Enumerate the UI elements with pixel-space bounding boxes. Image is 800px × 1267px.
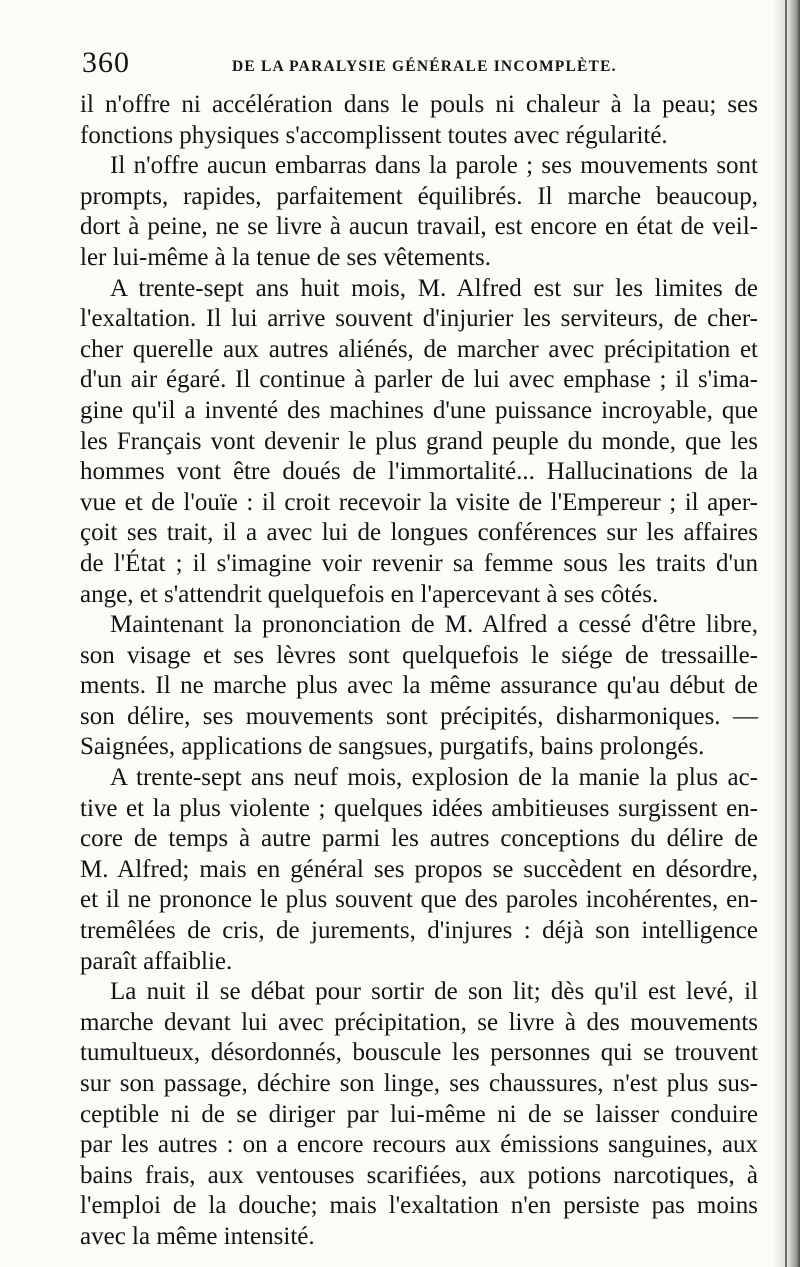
text-line: cher querelle aux autres aliénés, de marcher avec précipitation et <box>80 335 758 363</box>
text-line: core de temps à autre parmi les autres conceptions du délire de <box>80 825 758 853</box>
running-head: DE LA PARALYSIE GÉNÉRALE INCOMPLÈTE. <box>232 58 617 75</box>
text-line: tumultueux, désordonnés, bouscule les personnes qui se trouvent <box>80 1039 758 1067</box>
text-line: les Français vont devenir le plus grand peuple du monde, que les <box>80 427 758 455</box>
text-line: vue et de l'ouïe : il croit recevoir la visite de l'Empereur ; il aper- <box>80 488 758 516</box>
text-line: ange, et s'attendrit quelquefois en l'apercevant à ses côtés. <box>80 580 659 608</box>
text-line: par les autres : on a encore recours aux émissions sanguines, aux <box>80 1131 758 1159</box>
text-line: bains frais, aux ventouses scarifiées, aux potions narcotiques, à <box>80 1161 758 1189</box>
text-line: marche devant lui avec précipitation, se livre à des mouvements <box>80 1008 758 1036</box>
text-line: son délire, ses mouvements sont précipités, disharmoniques. — <box>80 702 758 730</box>
text-line: de l'État ; il s'imagine voir revenir sa femme sous les traits d'un <box>80 549 758 577</box>
page-number: 360 <box>82 46 130 79</box>
text-line: hommes vont être doués de l'immortalité... Hallucinations de la <box>80 458 758 486</box>
text-line: et il ne prononce le plus souvent que des paroles incohérentes, en- <box>80 886 758 914</box>
paragraph-start: Maintenant la prononciation de M. Alfred a cessé d'être libre, <box>110 611 758 639</box>
text-line: ments. Il ne marche plus avec la même assurance qu'au début de <box>80 672 758 700</box>
text-line: il n'offre ni accélération dans le pouls ni chaleur à la peau; ses <box>80 91 758 118</box>
text-line: d'un air égaré. Il continue à parler de lui avec emphase ; il s'ima- <box>80 366 758 394</box>
page-header <box>82 46 762 86</box>
text-line: avec la même intensité. <box>80 1222 315 1250</box>
text-line: M. Alfred; mais en général ses propos se succèdent en désordre, <box>80 855 758 883</box>
paragraph-start: A trente-sept ans neuf mois, explosion de la manie la plus ac- <box>110 764 758 792</box>
page-edge-shadow <box>774 0 800 1267</box>
text-line: çoit ses trait, il a avec lui de longues conférences sur les affaires <box>80 519 758 547</box>
text-line: sur son passage, déchire son linge, ses chaussures, n'est plus sus- <box>80 1070 758 1097</box>
text-line: prompts, rapides, parfaitement équilibrés. Il marche beaucoup, <box>80 182 758 210</box>
text-line: ler lui-même à la tenue de ses vêtements. <box>80 243 491 271</box>
text-line: ceptible ni de se diriger par lui-même ni de se laisser conduire <box>80 1100 758 1128</box>
text-line: dort à peine, ne se livre à aucun travail, est encore en état de veil- <box>80 213 758 241</box>
paragraph-start: A trente-sept ans huit mois, M. Alfred est sur les limites de <box>110 274 758 302</box>
text-line: l'emploi de la douche; mais l'exaltation n'en persiste pas moins <box>80 1192 758 1220</box>
text-line: tremêlées de cris, de jurements, d'injures : déjà son intelligence <box>80 917 758 945</box>
page-edge-line <box>785 0 787 1267</box>
text-line: Saignées, applications de sangsues, purgatifs, bains prolongés. <box>80 733 705 761</box>
text-line: paraît affaiblie. <box>80 947 233 975</box>
text-line: fonctions physiques s'accomplissent toutes avec régularité. <box>80 121 668 149</box>
body-text <box>80 90 758 1253</box>
text-line: tive et la plus violente ; quelques idées ambitieuses surgissent en- <box>80 794 758 822</box>
text-line: gine qu'il a inventé des machines d'une puissance incroyable, que <box>80 396 758 424</box>
paragraph-start: Il n'offre aucun embarras dans la parole ; ses mouvements sont <box>110 152 758 180</box>
text-line: l'exaltation. Il lui arrive souvent d'injurier les serviteurs, de cher- <box>80 305 758 333</box>
paragraph-start: La nuit il se débat pour sortir de son lit; dès qu'il est levé, il <box>110 978 758 1006</box>
text-line: son visage et ses lèvres sont quelquefois le siége de tressaille- <box>80 641 758 669</box>
